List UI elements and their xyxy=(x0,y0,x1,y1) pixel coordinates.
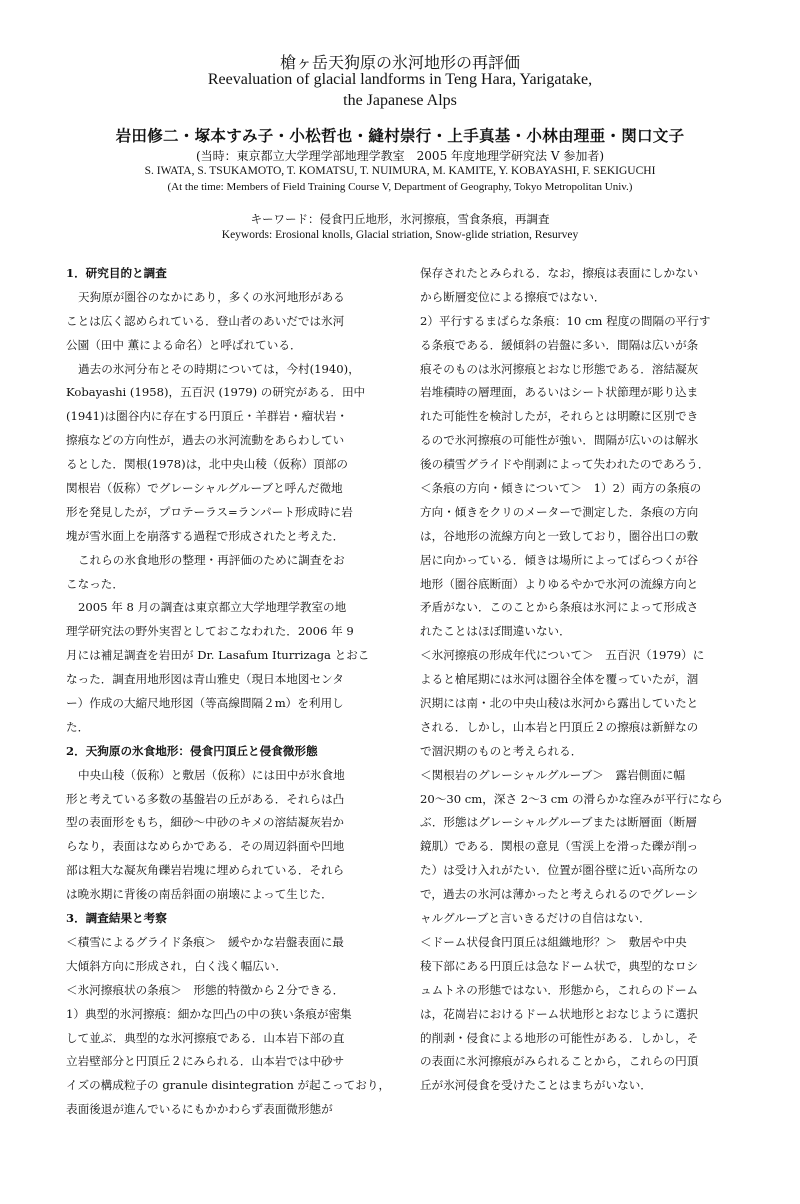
body-text-line: 1）典型的氷河擦痕：細かな凹凸の中の狭い条痕が密集 xyxy=(66,1006,352,1021)
body-text-line: 大傾斜方向に形成され，白く浅く幅広い． xyxy=(66,958,287,973)
body-text-line: 形と考えている多数の基盤岩の丘がある．それらは凸 xyxy=(66,791,345,806)
body-text-line: して並ぶ．典型的な氷河擦痕である．山本岩下部の直 xyxy=(66,1030,345,1045)
title-english-line-1: Reevaluation of glacial landforms in Teng Hara, Yarigatake, xyxy=(207,71,593,88)
body-text-line: た． xyxy=(66,719,90,734)
title-japanese: 槍ヶ岳天狗原の氷河地形の再評価 xyxy=(279,53,520,72)
body-text-line: 形を発見したが，プロテーラス=ランパート形成時に岩 xyxy=(66,504,353,519)
body-text-line: ＜氷河擦痕状の条痕＞ 形態的特徴から２分できる． xyxy=(66,982,345,997)
section-heading: 2．天狗原の氷食地形：侵食円頂丘と侵食微形態 xyxy=(66,743,318,758)
body-text-line: の表面に氷河擦痕がみられることから，これらの円頂 xyxy=(420,1054,699,1069)
body-text-line: ＜条痕の方向・傾きについて＞ 1）2）両方の条痕の xyxy=(420,481,702,496)
body-text-line: 地形（圏谷底断面）よりゆるやかで氷河の流線方向と xyxy=(420,576,699,591)
body-text-line: 岩堆積時の層理面，あるいはシート状節理が彫り込ま xyxy=(420,385,699,400)
authors-japanese: 岩田修二・塚本すみ子・小松哲也・縫村崇行・上手真基・小林由理亜・関口文子 xyxy=(115,126,685,145)
body-text-line: るので氷河擦痕の可能性が強い．間隔が広いのは解氷 xyxy=(420,433,699,448)
body-text-line: 月には補足調査を岩田が Dr. Lasafum Iturrizaga とおこ xyxy=(66,648,370,663)
body-text-line: ぶ．形態はグレーシャルグルーブまたは断層面（断層 xyxy=(420,815,697,830)
body-text-line: で涸沢期のものと考えられる． xyxy=(420,743,583,758)
body-text-line: 居に向かっている．傾きは場所によってばらつくが谷 xyxy=(420,552,699,567)
body-text-line: らなり，表面はなめらかである．その周辺斜面や凹地 xyxy=(66,839,345,854)
body-text-line: 鏡肌）である．関根の意見（雪渓上を滑った礫が削っ xyxy=(420,839,699,854)
body-text-line: 天狗原が圏谷のなかにあり，多くの氷河地形がある xyxy=(78,289,345,304)
body-text-line: 後の積雪グライドや削剥によって失われたのであろう． xyxy=(420,457,710,472)
body-text-line: 矛盾がない．このことから条痕は氷河によって形成さ xyxy=(420,600,699,615)
body-text-line: 公園（田中 薫による命名）と呼ばれている． xyxy=(66,337,302,352)
body-text-line: (1941)は圏谷内に存在する円頂丘・羊群岩・瘤状岩・ xyxy=(66,409,349,424)
right-text-column xyxy=(420,262,758,1098)
keywords-english: Keywords: Erosional knolls, Glacial striation, Snow-glide striation, Resurvey xyxy=(221,229,579,241)
body-text-line: 立岩壁部分と円頂丘２にみられる．山本岩では中砂サ xyxy=(66,1054,345,1069)
body-text-line: た）は受け入れがたい．位置が圏谷壁に近い高所なの xyxy=(420,863,699,878)
body-text-line: される．しかし，山本岩と円頂丘２の擦痕は新鮮なの xyxy=(420,719,699,734)
section-heading: 1．研究目的と調査 xyxy=(66,266,167,280)
title-english-line-2: the Japanese Alps xyxy=(343,92,457,109)
body-text-line: イズの構成粒子の granule disintegration が起こっており， xyxy=(66,1078,391,1093)
body-text-line: れた可能性を検討したが，それらとは明瞭に区別でき xyxy=(420,409,699,424)
body-text-line: 表面後退が進んでいるにもかかわらず表面微形態が xyxy=(66,1102,333,1117)
body-text-line: こなった． xyxy=(66,576,124,591)
affiliation-japanese: (当時：東京都立大学理学部地理学教室 2005 年度地理学研究法 V 参加者) xyxy=(195,149,604,163)
body-text-line: なった．調査用地形図は青山雅史（現日本地図センタ xyxy=(66,672,344,687)
body-text-line: 方向・傾きをクリのメーターで測定した．条痕の方向 xyxy=(420,504,699,519)
body-text-line: ことは広く認められている．登山者のあいだでは氷河 xyxy=(66,313,345,328)
body-text-line: 2005 年 8 月の調査は東京都立大学地理学教室の地 xyxy=(78,600,347,615)
body-text-line: よると槍尾期には氷河は圏谷全体を覆っていたが，涸 xyxy=(420,672,699,687)
keywords-japanese: キーワード：侵食円丘地形，氷河擦痕，雪食条痕，再調査 xyxy=(250,212,550,226)
body-text-line: ュムトネの形態ではない．形態から，これらのドーム xyxy=(420,982,699,997)
authors-english: S. IWATA, S. TSUKAMOTO, T. KOMATSU, T. NUIMURA, M. KAMITE, Y. KOBAYASHI, F. SEKIGUCHI xyxy=(144,165,656,177)
body-text-line: は晩氷期に背後の南岳斜面の崩壊によって生じた． xyxy=(66,887,333,902)
body-text-line: ＜関根岩のグレーシャルグルーブ＞ 露岩側面に幅 xyxy=(420,767,686,782)
body-text-line: ャルグルーブと言いきるだけの自信はない． xyxy=(420,911,651,926)
body-text-line: これらの氷食地形の整理・再評価のために調査をお xyxy=(78,552,345,567)
body-text-line: から断層変位による擦痕ではない． xyxy=(420,289,606,304)
body-text-line: 塊が雪氷面上を崩落する過程で形成されたと考えた． xyxy=(66,528,345,543)
body-text-line: れたことはほぼ間違いない． xyxy=(420,624,571,639)
body-text-line: 型の表面形をもち，細砂〜中砂のキメの溶結凝灰岩か xyxy=(66,815,345,830)
body-text-line: 稜下部にある円頂丘は急なドーム状で，典型的なロシ xyxy=(420,958,699,973)
body-text-line: 保存されたとみられる．なお，擦痕は表面にしかない xyxy=(420,266,699,280)
body-text-line: ＜氷河擦痕の形成年代について＞ 五百沢（1979）に xyxy=(420,648,705,663)
body-text-line: ＜ドーム状侵食円頂丘は組織地形？＞ 敷居や中央 xyxy=(420,934,687,949)
body-text-line: 丘が氷河侵食を受けたことはまちがいない． xyxy=(420,1078,652,1093)
body-text-line: 部は粗大な凝灰角礫岩岩塊に埋められている．それら xyxy=(66,863,345,878)
body-text-line: は，谷地形の流線方向と一致しており，圏谷出口の敷 xyxy=(420,528,699,543)
left-text-column xyxy=(66,262,396,1122)
body-text-line: 20〜30 cm，深さ 2〜3 cm の滑らかな窪みが平行になら xyxy=(420,791,723,806)
body-text-line: Kobayashi (1958)，五百沢 (1979) の研究がある．田中 xyxy=(66,385,366,400)
body-text-line: は，花崗岩におけるドーム状地形とおなじように選択 xyxy=(420,1006,699,1021)
body-text-line: 沢期には南・北の中央山稜は氷河から露出していたと xyxy=(420,696,699,711)
body-text-line: る条痕である．緩傾斜の岩盤に多い．間隔は広いが条 xyxy=(420,337,699,352)
body-text-line: ー）作成の大縮尺地形図（等高線間隔２m）を利用し xyxy=(66,696,344,711)
body-text-line: 中央山稜（仮称）と敷居（仮称）には田中が氷食地 xyxy=(78,767,345,782)
body-text-line: 的削剥・侵食による地形の可能性がある．しかし，そ xyxy=(420,1030,699,1045)
body-text-line: 痕そのものは氷河擦痕とおなじ形態である．溶結凝灰 xyxy=(420,361,699,376)
body-text-line: ＜積雪によるグライド条痕＞ 緩やかな岩盤表面に最 xyxy=(66,934,344,949)
body-text-line: 擦痕などの方向性が，過去の氷河流動をあらわしてい xyxy=(66,433,345,448)
body-text-line: 2）平行するまばらな条痕：10 cm 程度の間隔の平行す xyxy=(420,313,711,328)
body-text-line: で，過去の氷河は薄かったと考えられるのでグレーシ xyxy=(420,887,698,902)
body-text-line: 過去の氷河分布とその時期については，今村(1940)， xyxy=(78,361,360,376)
affiliation-english: (At the time: Members of Field Training Course V, Department of Geography, Tokyo Metropolitan Univ.) xyxy=(167,181,633,193)
body-text-line: 理学研究法の野外実習としておこなわれた．2006 年 9 xyxy=(66,624,354,639)
section-heading: 3．調査結果と考察 xyxy=(66,911,167,926)
body-text-line: るとした．関根(1978)は，北中央山稜（仮称）頂部の xyxy=(66,457,349,472)
body-text-line: 関根岩（仮称）でグレーシャルグルーブと呼んだ微地 xyxy=(66,481,343,496)
